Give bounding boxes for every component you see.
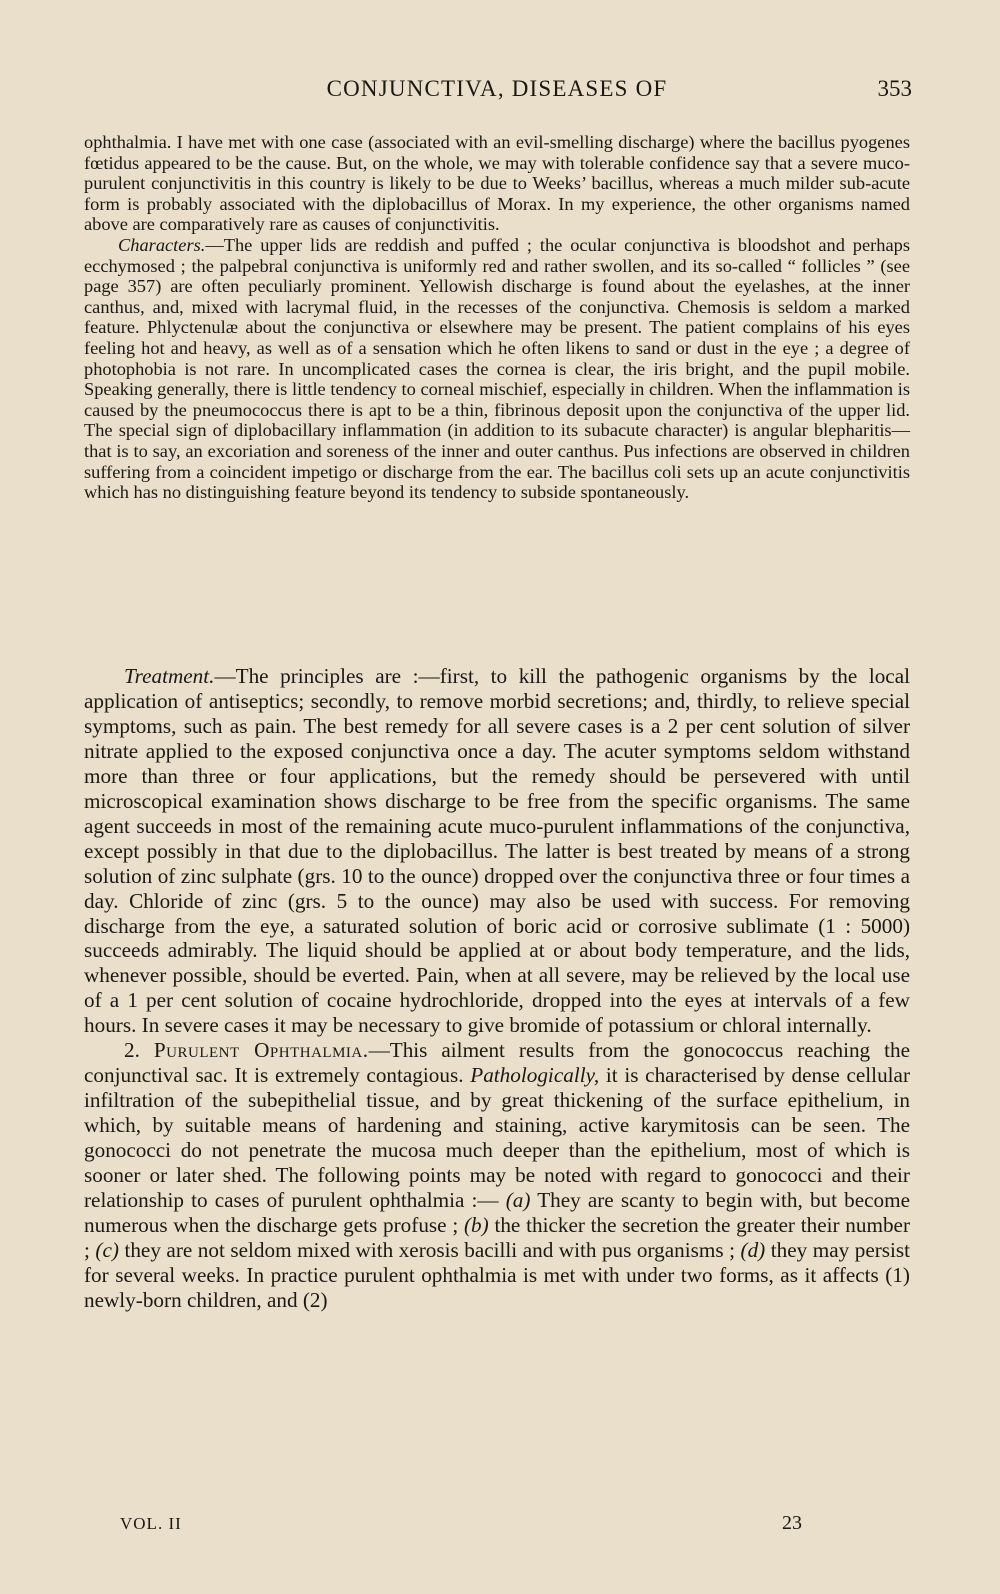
section-heading: Purulent Ophthalmia. <box>153 1038 369 1063</box>
treatment-text: —The principles are :—first, to kill the pathogenic organisms by the local application of antiseptics; secondly, to remove morbid secretions; and, thirdly, to relieve special symptoms, such as pain. The best remedy for all severe cases is a 2 per cent solution of silver nitrate applied to the exposed conjunctiva once a day. The acuter symptoms seldom withstand more than three or four applications, but the remedy should be persevered with until microscopical examination shows discharge to be free from the specific organisms. The same agent succeeds in most of the remaining acute muco-purulent inflammations of the conjunctiva, except possibly in that due to the diplobacillus. The latter is best treated by means of a strong solution of zinc sulphate (grs. 10 to the ounce) dropped over the conjunctiva three or four times a day. Chloride of zinc (grs. 5 to the ounce) may also be used with success. For removing discharge from the eye, a saturated solution of boric acid or corrosive sublimate (1 : 5000) succeeds admirably. The liquid should be applied at or about body temperature, and the lids, whenever possible, should be everted. Pain, when at all severe, may be relieved by the local use of a 1 per cent solution of cocaine hydrochloride, dropped into the eyes at intervals of a few hours. In severe cases it may be necessary to give bromide of potassium or chloral internally. <box>84 664 910 1038</box>
paragraph-continuation: ophthalmia. I have met with one case (associated with an evil-smelling discharge) where the bacillus pyogenes fœtidus appeared to be the cause. But, on the whole, we may with tolerable confidence say that a severe muco-purulent conjunctivitis in this country is likely to be due to Weeks’ bacillus, whereas a much milder sub-acute form is probably associated with the diplobacillus of Morax. In my experience, the other organisms named above are comparatively rare as causes of conjunctivitis. <box>84 132 910 235</box>
running-title: CONJUNCTIVA, DISEASES OF <box>326 76 668 101</box>
point-b-label: (b) <box>463 1212 489 1237</box>
purulent-text-1: —This ailment results from the gonococcus reaching the conjunctival sac. It is extremely contagious. <box>84 1038 911 1088</box>
point-d-label: (d) <box>740 1237 766 1262</box>
characters-text: —The upper lids are reddish and puffed ; the ocular conjunctiva is bloodshot and perhaps ecchymosed ; the palpebral conjunctiva is uniformly red and rather swollen, and its so-called “ follicles ” (see page 357) are often peculiarly prominent. Yellowish discharge is found about the eyelashes, at the inner canthus, and, mixed with lacrymal fluid, in the recesses of the conjunctiva. Chemosis is seldom a marked feature. Phlyctenulæ about the conjunctiva or elsewhere may be present. The patient complains of his eyes feeling hot and heavy, as well as of a sensation which he often likens to sand or dust in the eye ; a degree of photophobia is not rare. In uncomplicated cases the cornea is clear, the iris bright, and the pupil mobile. Speaking generally, there is little tendency to corneal mischief, especially in children. When the inflammation is caused by the pneumococcus there is apt to be a thin, fibrinous deposit upon the conjunctiva of the upper lid. The special sign of diplobacillary inflammation (in addition to its subacute character) is angular blepharitis—that is to say, an excoriation and soreness of the inner and outer canthus. Pus infections are observed in children suffering from a coincident impetigo or discharge from the ear. The bacillus coli sets up an acute conjunctivitis which has no distinguishing feature beyond its tendency to subside spontaneously. <box>84 234 910 503</box>
point-a-label: (a) <box>505 1188 531 1213</box>
section-number: 2. <box>124 1038 140 1063</box>
page-header <box>82 76 912 112</box>
purulent-text-2: it is characterised by dense cellular infiltration of the subepithelial tissue, and by great thickening of the surface epithelium, in which, by suitable means of hardening and staining, active karymitosis can be seen. The gonococci do not penetrate the mucosa much deeper than the epithelium, most of which is sooner or later shed. The following points may be noted with regard to gonococci and their relationship to cases of purulent ophthalmia :— <box>84 1063 911 1213</box>
main-text-section <box>84 664 910 1313</box>
point-b-text: the thicker the secretion the greater their number ; <box>84 1212 911 1262</box>
point-d-text: they may persist for several weeks. In practice purulent ophthalmia is met with under two forms, as it affects (1) newly-born children, and (2) <box>84 1237 911 1312</box>
point-c-label: (c) <box>95 1237 119 1262</box>
paragraph-treatment <box>84 664 910 1038</box>
page-footer <box>120 1512 910 1540</box>
treatment-label: Treatment. <box>124 664 215 688</box>
volume-mark: VOL. II <box>120 1514 182 1533</box>
page-number: 353 <box>877 76 912 101</box>
point-a-text: They are scanty to begin with, but become numerous when the discharge gets profuse ; <box>84 1188 911 1237</box>
point-c-text: they are not seldom mixed with xerosis bacilli and with pus organisms ; <box>124 1237 736 1262</box>
signature-mark: 23 <box>782 1512 802 1534</box>
paragraph-purulent-ophthalmia <box>84 1038 910 1312</box>
paragraph-characters <box>84 235 910 503</box>
characters-label: Characters. <box>118 234 206 255</box>
small-print-section <box>84 132 910 503</box>
pathologically-label: Pathologically, <box>470 1063 600 1088</box>
